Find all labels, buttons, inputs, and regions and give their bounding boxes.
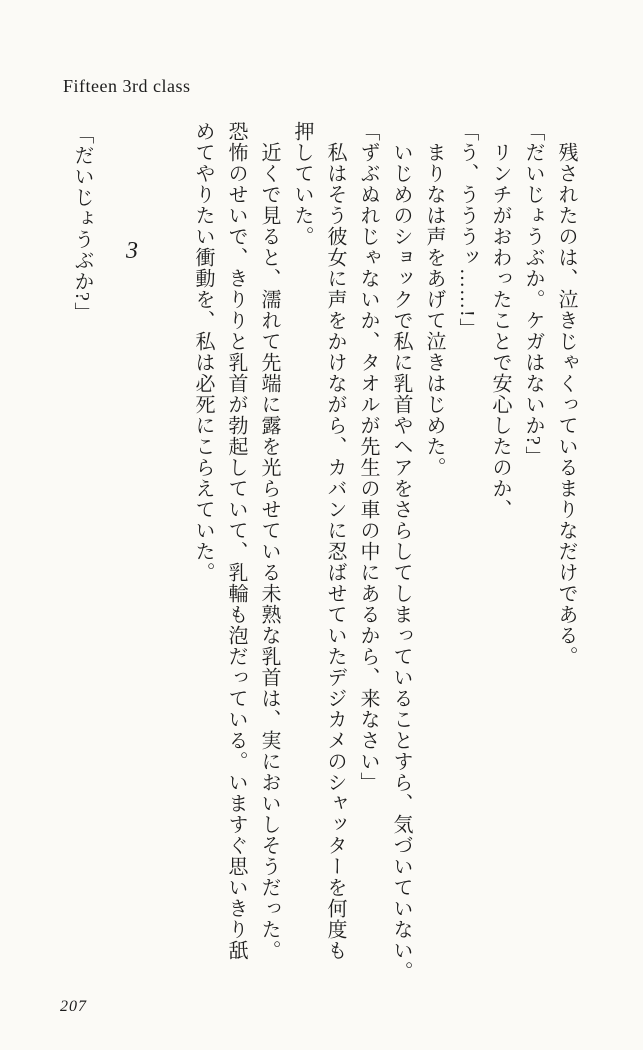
running-header: Fifteen 3rd class	[63, 76, 191, 96]
text-line: 「だいじょうぶか。ケガはないか?」	[522, 121, 544, 467]
text-line: 近くで見ると、濡れて先端に露を光らせている未熟な乳首は、実においしそうだった。	[258, 142, 280, 961]
text-line: まりなは声をあげて泣きはじめた。	[423, 142, 445, 478]
text-line: 私はそう彼女に声をかけながら、カバンに忍ばせていたデジカメのシャッターを何度も	[324, 142, 346, 961]
page-number: 207	[60, 998, 87, 1015]
text-line: 「ずぶぬれじゃないか、タオルが先生の車の中にあるから、来なさい」	[357, 121, 379, 793]
text-line: いじめのショックで私に乳首やヘアをさらしてしまっていることすら、気づいていない。	[390, 142, 412, 982]
section-first-line: 「だいじょうぶか?」	[71, 124, 93, 323]
body-text-block	[186, 121, 582, 982]
section-number: 3	[126, 238, 138, 264]
text-line: 恐怖のせいで、きりりと乳首が勃起していて、乳輪も泡だっている。いますぐ思いきり舐	[225, 121, 247, 961]
text-line: 押していた。	[291, 121, 313, 247]
text-line: 残されたのは、泣きじゃくっているまりなだけである。	[555, 142, 577, 667]
text-line: リンチがおわったことで安心したのか、	[489, 142, 511, 520]
text-line: めてやりたい衝動を、私は必死にこらえていた。	[192, 121, 214, 583]
text-line: 「う、うううッ……!」	[456, 121, 478, 339]
